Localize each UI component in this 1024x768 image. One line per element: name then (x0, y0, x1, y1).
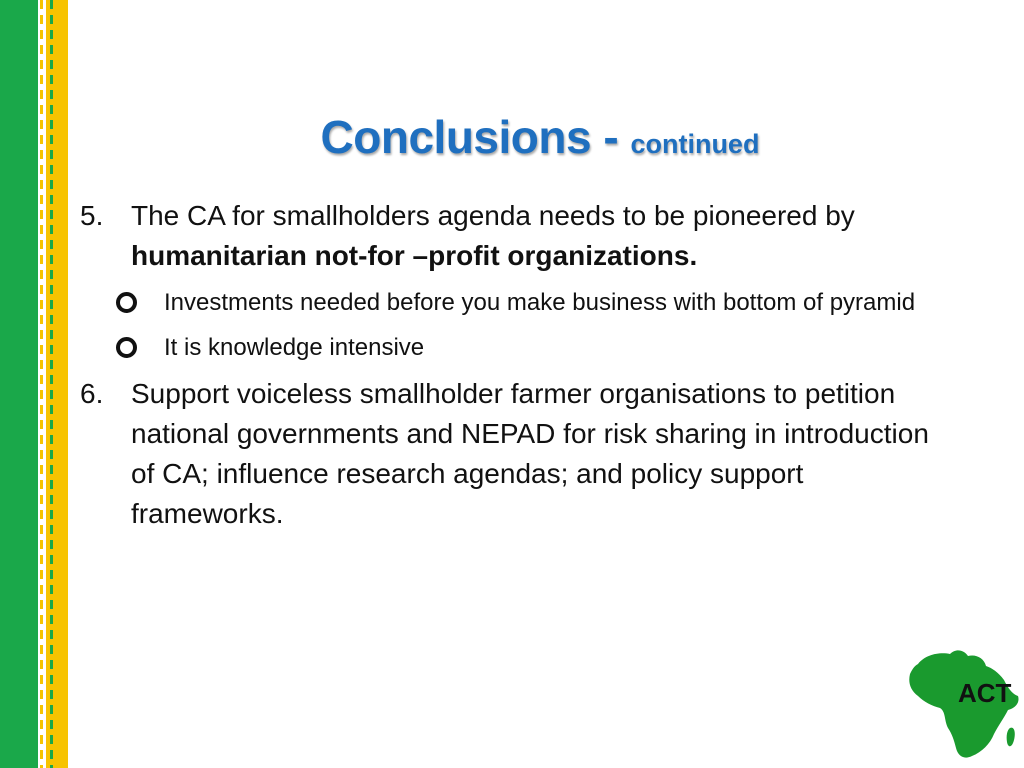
numbered-item-6 (80, 374, 960, 534)
bullet-text: Investments needed before you make business with bottom of pyramid (164, 289, 916, 316)
bullet-text: It is knowledge intensive (164, 334, 425, 361)
slide-title-sub: continued (630, 129, 760, 159)
left-band-stitch (40, 0, 43, 768)
item-text: The CA for smallholders agenda needs to be pioneered by (131, 200, 855, 231)
item-emphasis: humanitarian not-for –profit organizations. (131, 240, 698, 271)
ring-bullet-icon (116, 337, 137, 358)
ring-bullet-icon (116, 292, 137, 313)
item-text: Support voiceless smallholder farmer organisations to petition national governments and NEPAD for risk sharing in introduction of CA; influence research agendas; and policy support frameworks. (131, 378, 929, 529)
bullet-item (80, 284, 944, 321)
madagascar-icon (1007, 728, 1015, 747)
left-band-yellow-stitch (50, 0, 53, 768)
act-logo (900, 644, 1024, 768)
item-number: 6. (80, 378, 104, 409)
numbered-item-5 (80, 196, 960, 276)
logo-label: ACT (958, 678, 1012, 708)
left-band-green (0, 0, 38, 768)
item-number: 5. (80, 200, 104, 231)
slide-body (80, 196, 960, 542)
bullet-item (80, 329, 944, 366)
slide-title-main: Conclusions - (320, 111, 631, 163)
slide-title (100, 110, 980, 164)
